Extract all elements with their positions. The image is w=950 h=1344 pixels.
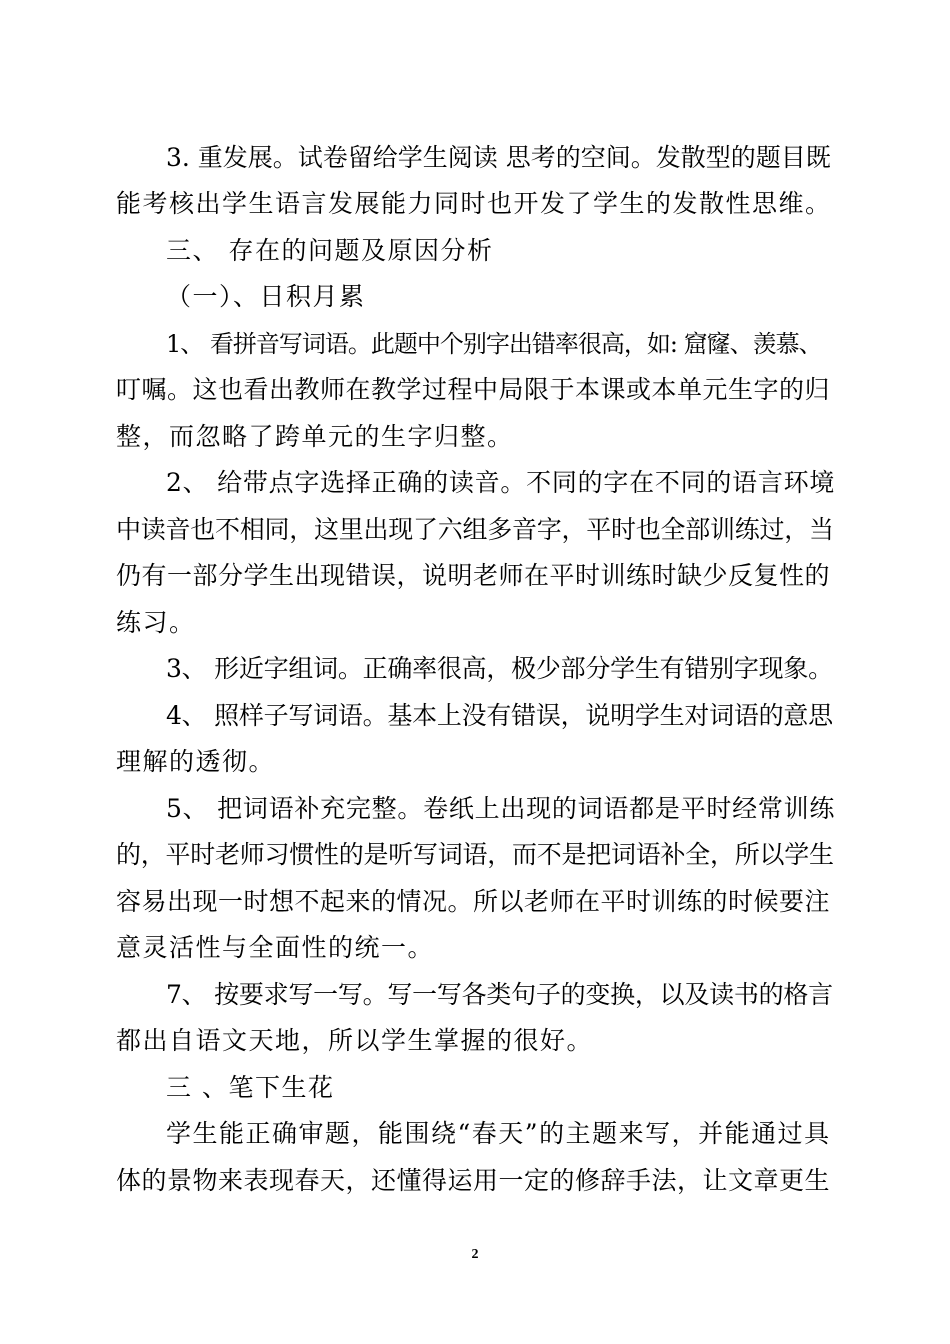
text-line: 意灵活性与全面性的统一。: [116, 933, 435, 962]
text-line: 1、 看拼音写词语。此题中个别字出错率很高，如: 窟窿、羡慕、: [166, 330, 822, 358]
text-line: 都出自语文天地，所以学生掌握的很好。: [116, 1026, 594, 1055]
text-line: 叮嘱。这也看出教师在教学过程中局限于本课或本单元生字的归: [116, 375, 831, 404]
text-line: 中读音也不相同，这里出现了六组多音字，平时也全部训练过，当: [116, 515, 834, 544]
section-heading: 三、 存在的问题及原因分析: [166, 236, 494, 265]
text-line: 理解的透彻。: [116, 747, 276, 776]
text-line: 3. 重发展。试卷留给学生阅读 思考的空间。发散型的题目既: [166, 143, 831, 172]
page-number: 2: [471, 1247, 479, 1262]
text-line: 仍有一部分学生出现错误，说明老师在平时训练时缺少反复性的: [116, 561, 831, 590]
text-line: 容易出现一时想不起来的情况。所以老师在平时训练的时候要注: [116, 887, 831, 916]
text-line: 3、 形近字组词。正确率很高，极少部分学生有错别字现象。: [166, 654, 833, 683]
text-line: 2、 给带点字选择正确的读音。不同的字在不同的语言环境: [166, 468, 836, 497]
section-subheading: （一）、日积月累: [166, 282, 366, 311]
text-line: 能考核出学生语言发展能力同时也开发了学生的发散性思维。: [116, 189, 832, 218]
text-line: 7、 按要求写一写。写一写各类句子的变换，以及读书的格言: [166, 980, 833, 1009]
text-line: 5、 把词语补充完整。卷纸上出现的词语都是平时经常训练: [166, 794, 836, 823]
text-line: 体的景物来表现春天，还懂得运用一定的修辞手法，让文章更生: [116, 1166, 831, 1195]
text-line: 整，而忽略了跨单元的生字归整。: [116, 422, 514, 451]
text-line: 学生能正确审题，能围绕“春天”的主题来写，并能通过具: [166, 1119, 831, 1148]
section-subheading: 三 、笔下生花: [166, 1073, 335, 1102]
text-line: 练习。: [116, 608, 196, 637]
text-line: 4、 照样子写词语。基本上没有错误，说明学生对词语的意思: [166, 701, 833, 730]
text-line: 的，平时老师习惯性的是听写词语，而不是把词语补全，所以学生: [116, 840, 834, 869]
